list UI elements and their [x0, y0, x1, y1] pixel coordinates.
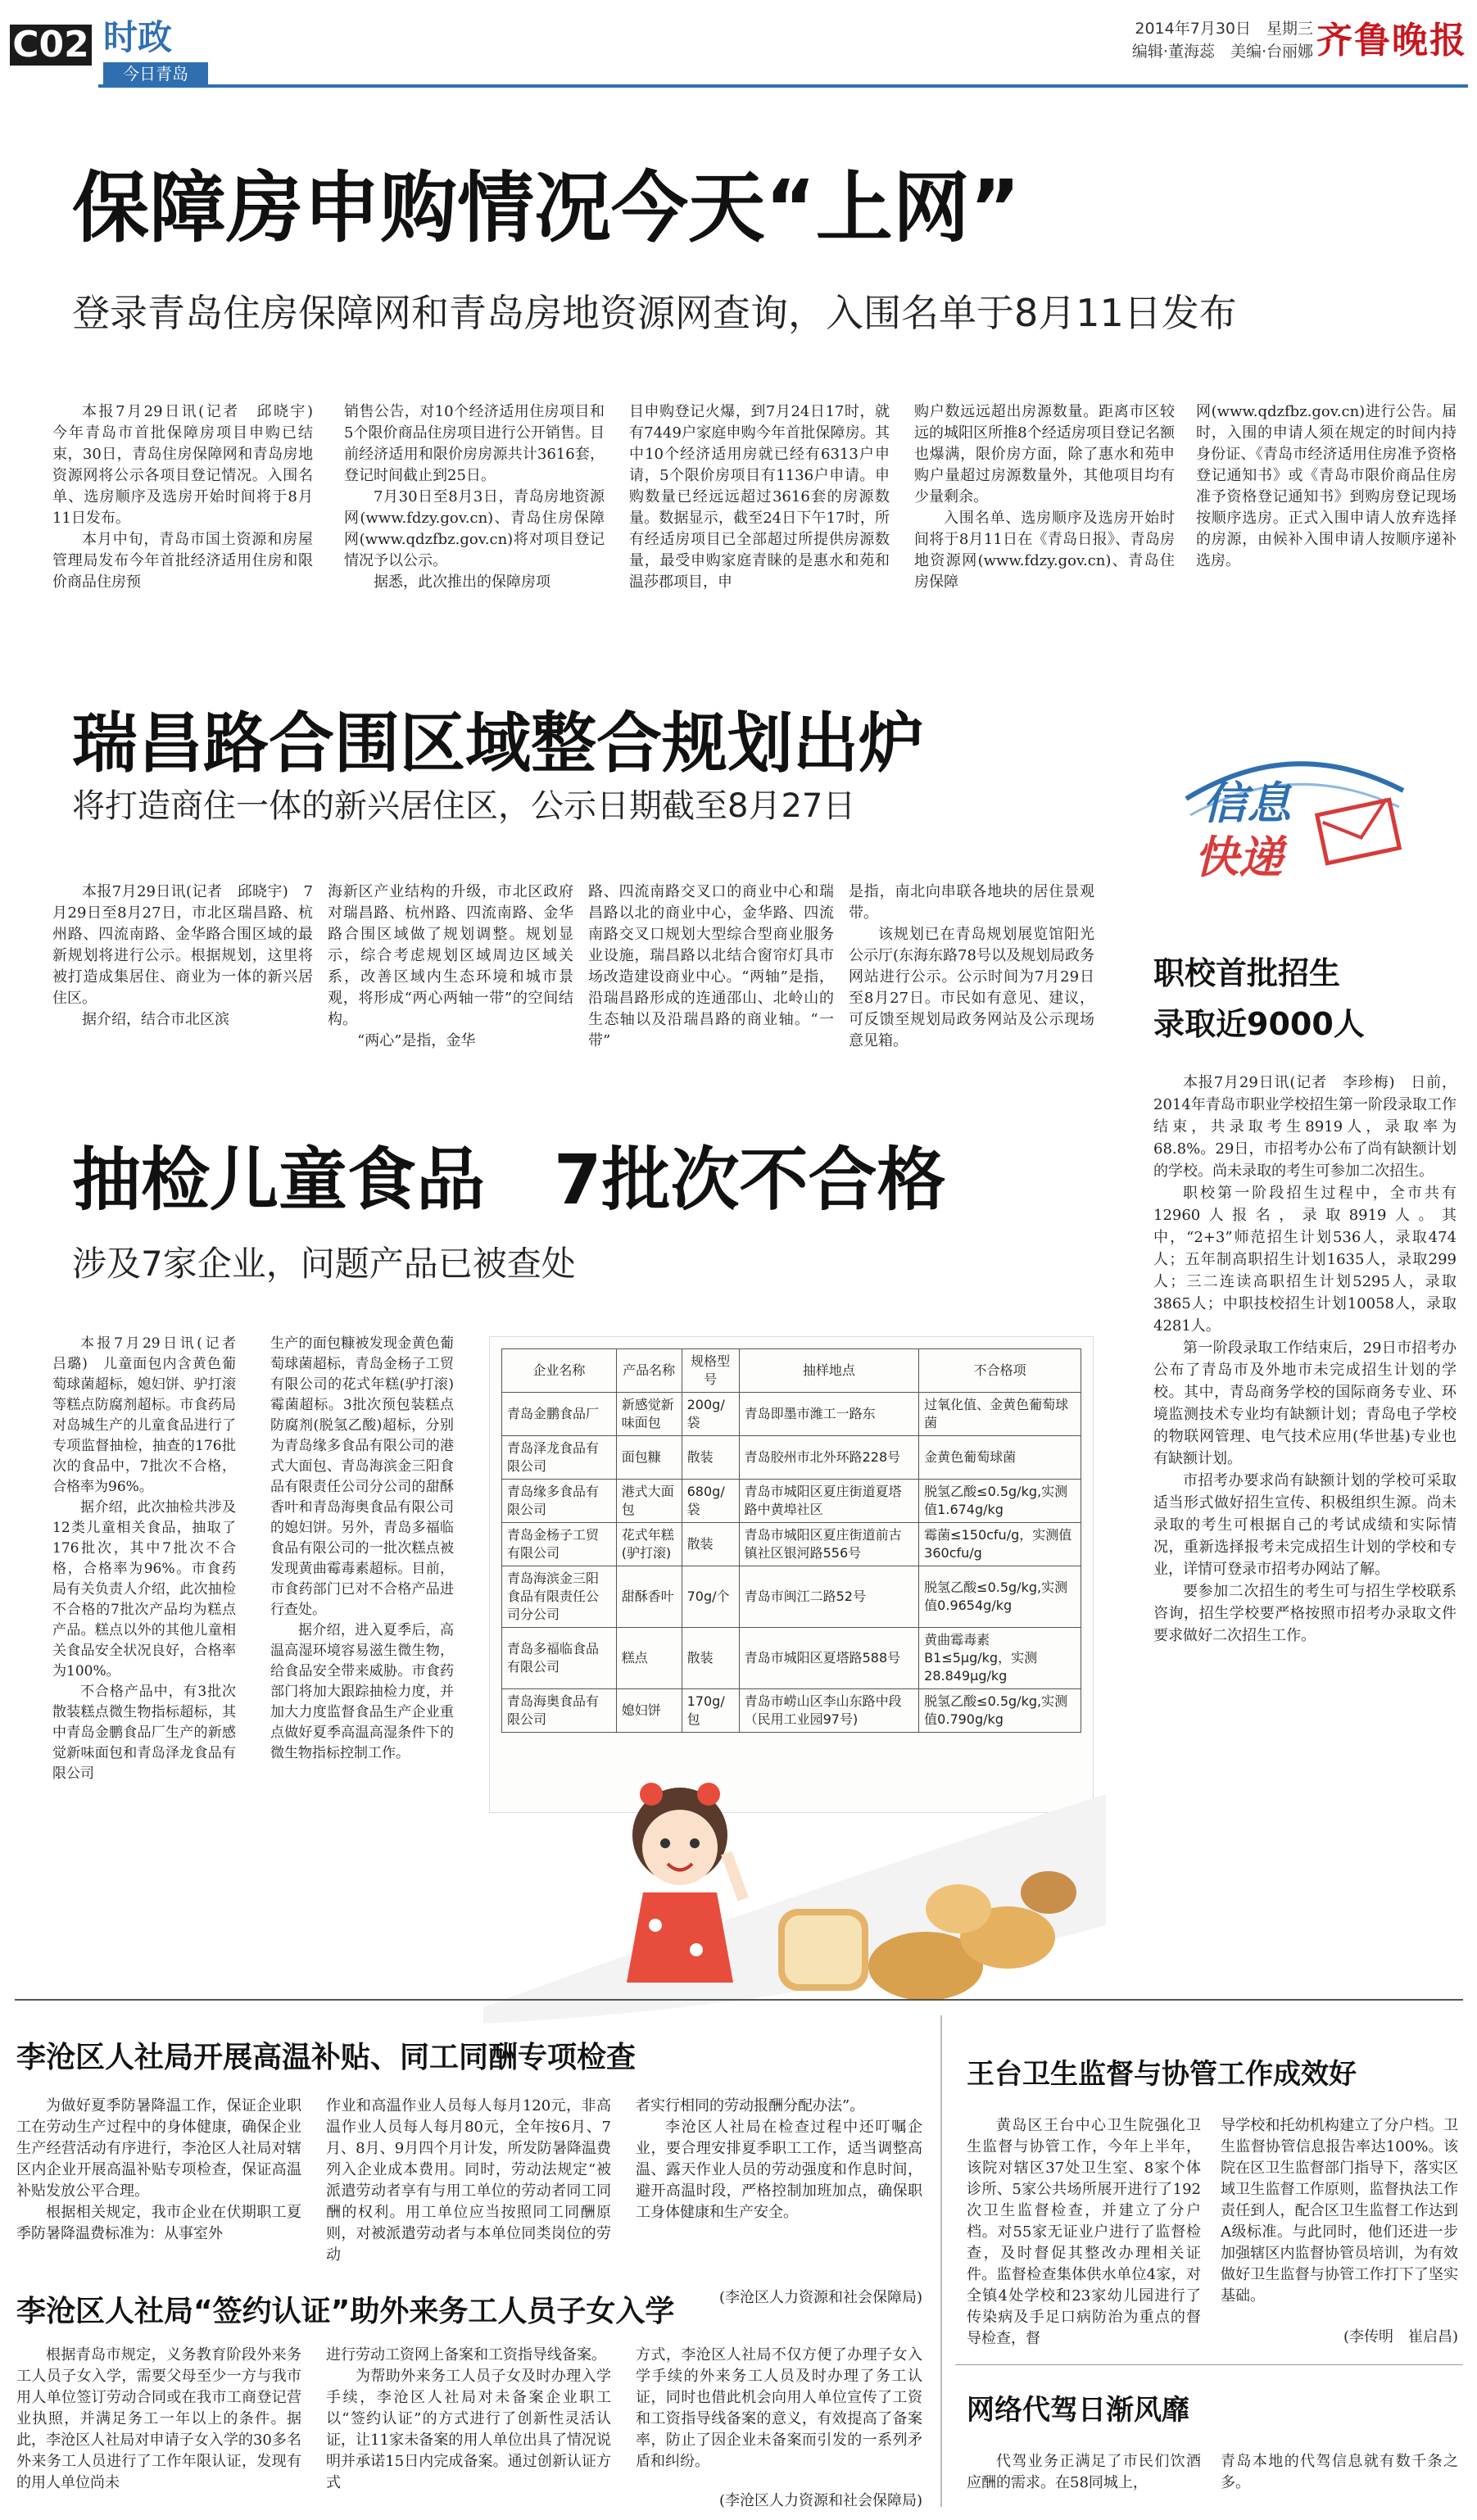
- table-row: 青岛金杨子工贸有限公司 花式年糕(驴打滚) 散装 青岛市城阳区夏庄街道前古镇社区银河路556号 霉菌≤150cfu/g，实测值360cfu/g: [502, 1523, 1081, 1566]
- article2-col2-p2: “两心”是指，金华: [357, 1032, 476, 1049]
- table-header: 不合格项: [919, 1349, 1081, 1393]
- article2-col1: [52, 882, 313, 1031]
- sidebar-body: [1153, 1072, 1457, 1647]
- article2-col2-p1: 海新区产业结构的升级，市北区政府对瑞昌路、杭州路、四流南路、金华路合围区域做了规划调整。规划显示，综合考虑规划区域周边区域关系，改善区域内生态环境和城市景观，将形成“两心两轴一带”的空间结构。: [328, 883, 573, 1028]
- article4-title: 李沧区人社局开展高温补贴、同工同酬专项检查: [16, 2041, 637, 2074]
- section-divider: [15, 1999, 1463, 2001]
- date-line: 2014年7月30日 星期三: [1135, 20, 1313, 38]
- article2-subtitle: 将打造商住一体的新兴居住区，公示日期截至8月27日: [72, 787, 856, 825]
- table-header: 企业名称: [502, 1349, 617, 1393]
- article6-col2: [1221, 2115, 1458, 2307]
- article3-col1-p2: 据介绍，此次抽检共涉及12类儿童相关食品，抽取了176批次，其中7批次不合格，合格率为96%。市食药局有关负责人介绍，此次抽检不合格的7批次产品均为糕点产品。糕点以外的其他儿童相关食品安全状况良好，合格率为100%。: [52, 1499, 236, 1679]
- article4-col1-p1: 为做好夏季防暑降温工作，保证企业职工在劳动生产过程中的身体健康，确保企业生产经营活动有序进行，李沧区人社局对辖区内企业开展高温补贴专项检查，保证高温补贴发放公平合理。: [16, 2097, 301, 2200]
- article1-col4-p2: 入围名单、选房顺序及选房开始时间将于8月11日在《青岛日报》、青岛房地资源网(www.fdzy.gov.cn)、青岛住房保障: [914, 510, 1175, 591]
- news-flash-badge: [1170, 741, 1416, 905]
- article2-col4-p1: 是指，南北向串联各地块的居住景观带。: [849, 883, 1094, 922]
- article4-col1: [16, 2096, 301, 2245]
- column-divider: [940, 2015, 942, 2507]
- article5-source: (李沧区人力资源和社会保障局): [718, 2492, 922, 2509]
- article1-title: 保障房申购情况今天“上网”: [72, 164, 1021, 253]
- sidebar-p3: 第一阶段录取工作结束后，29日市招考办公布了青岛市及外地市未完成招生计划的学校。其中，青岛商务学校的国际商务专业、环境监测技术专业均有缺额计划；青岛电子学校的物联网管理、电气技术应用(华世基)专业也有缺额计划。: [1153, 1339, 1457, 1467]
- article6-col1: [967, 2115, 1201, 2350]
- inspection-table: [501, 1348, 1081, 1733]
- subsection-tag: 今日青岛: [103, 62, 208, 85]
- editors-line: 编辑·董海蕊 美编·台丽娜: [1131, 43, 1313, 61]
- table-row: 青岛海滨金三阳食品有限责任公司分公司 甜酥香叶 70g/个 青岛市闽江二路52号 脱氢乙酸≤0.5g/kg,实测值0.9654g/kg: [502, 1566, 1081, 1628]
- sidebar-title-2: 录取近9000人: [1153, 1006, 1365, 1042]
- paper-name-logo: 齐鲁晚报: [1316, 20, 1467, 61]
- article4-col3-p1: 者实行相同的劳动报酬分配办法”。: [636, 2097, 865, 2114]
- article5-title: 李沧区人社局“签约认证”助外来务工人员子女入学: [16, 2295, 675, 2328]
- article4-source: (李沧区人力资源和社会保障局): [718, 2289, 922, 2306]
- sidebar-p1: 本报7月29日讯(记者 李珍梅) 日前，2014年青岛市职业学校招生第一阶段录取工作结束，共录取考生8919人，录取率为68.8%。29日，市招考办公布了尚有缺额计划的学校。尚未录取的考生可参加二次招生。: [1153, 1074, 1457, 1180]
- article5-col2-p2: 为帮助外来务工人员子女及时办理入学手续，李沧区人社局对未备案企业职工以“签约认证”的方式进行了创新性灵活认证，让11家未备案的用人单位出具了情况说明并承诺15日内完成备案。通过创新认证方式: [326, 2368, 611, 2491]
- article5-col3: [636, 2345, 922, 2472]
- article4-col2: [326, 2096, 611, 2266]
- article2-title: 瑞昌路合围区域整合规划出炉: [72, 705, 924, 782]
- article4-col3: [636, 2096, 922, 2223]
- article2-col1-p1: 本报7月29日讯(记者 邱晓宇) 7月29日至8月27日，市北区瑞昌路、杭州路、四流南路、金华路合围区域的最新规划将进行公示。根据规划，这里将被打造成集居住、商业为一体的新兴居住区。: [52, 883, 313, 1007]
- sidebar-p2: 职校第一阶段招生过程中，全市共有12960人报名，录取8919人。其中，“2+3”师范招生计划536人，录取474人；五年制高职招生计划1635人，录取299人；三二连读高职招生计划5295人，录取3865人；中职技校招生计划10058人，录取4281人。: [1153, 1185, 1457, 1335]
- page-number: C02: [10, 25, 92, 66]
- article7-title: 网络代驾日渐风靡: [967, 2394, 1189, 2427]
- article1-col4: [914, 401, 1175, 593]
- article5-col1-p1: 根据青岛市规定，义务教育阶段外来务工人员子女入学，需要父母至少一方与我市用人单位签订劳动合同或在我市工商登记营业执照，并满足务工一年以上的条件。据此，李沧区人社局对申请子女入学的30多名外来务工人员进行了工作年限认证，发现有的用人单位尚未: [16, 2346, 301, 2491]
- article1-col3-p1: 目申购登记火爆，到7月24日17时，就有7449户家庭申购今年首批保障房。其中10个经济适用房就已经有6313户申请，5个限价房项目有1136户申请。申购数量已经远远超过3616套的房源数量。数据显示，截至24日下午17时，所有经适房项目已全部超过所提供房源数量，最受申购家庭青睐的是惠水和苑和温莎郡项目，申: [629, 403, 890, 591]
- article5-col2: [326, 2345, 611, 2494]
- article1-col2-p1: 销售公告，对10个经济适用住房项目和5个限价商品住房项目进行公开销售。目前经济适用和限价房房源共计3616套，登记时间截止到25日。: [344, 403, 605, 484]
- table-row: 青岛缘多食品有限公司 港式大面包 680g/袋 青岛市城阳区夏庄街道夏塔路中黄埠社区 脱氢乙酸≤0.5g/kg,实测值1.674g/kg: [502, 1480, 1081, 1523]
- article1-col1-p1: 本报7月29日讯(记者 邱晓宇) 今年青岛市首批保障房项目申购已结束，30日，青岛住房保障网和青岛房地资源网将公示各项目登记情况。入围名单、选房顺序及选房开始时间将于8月11日发布。: [52, 403, 328, 527]
- section-title: 时政: [103, 17, 173, 57]
- article2-col4: [849, 882, 1094, 1052]
- article6-source: (李传明 崔启昌): [1343, 2328, 1458, 2346]
- article1-col2-p2: 7月30日至8月3日，青岛房地资源网(www.fdzy.gov.cn)、青岛住房保障网(www.qdzfbz.gov.cn)将对项目登记情况予以公示。: [344, 488, 605, 569]
- table-row: 青岛金鹏食品厂 新感觉新味面包 200g/袋 青岛即墨市潍工一路东 过氧化值、金黄色葡萄球菌: [502, 1393, 1081, 1436]
- badge-line2: 快递: [1194, 832, 1283, 883]
- article2-col3-p1: 路、四流南路交叉口的商业中心和瑞昌路以北的商业中心，金华路、四流南路交叉口规划大型综合型商业服务业设施，瑞昌路以北结合窗帘灯具市场改造建设商业中心。“两轴”是指，沿瑞昌路形成的连通邵山、北岭山的生态轴以及沿瑞昌路的商业轴。“一带”: [588, 883, 834, 1049]
- article5-col2-p1: 进行劳动工资网上备案和工资指导线备案。: [326, 2346, 606, 2364]
- article7-rule: [955, 2364, 1463, 2365]
- article1-col5: [1196, 401, 1457, 572]
- article1-subtitle: 登录青岛住房保障网和青岛房地资源网查询，入围名单于8月11日发布: [72, 291, 1237, 335]
- article2-col3: [588, 882, 834, 1052]
- table-row: 青岛海奥食品有限公司 媳妇饼 170g/包 青岛市崂山区李山东路中段（民用工业园97号) 脱氢乙酸≤0.5g/kg,实测值0.790g/kg: [502, 1689, 1081, 1733]
- article1-col1: [52, 401, 328, 593]
- article4-col2-p1: 作业和高温作业人员每人每月120元，非高温作业人员每人每月80元，全年按6月、7月、8月、9月四个月计发，所发防暑降温费列入企业成本费用。同时，劳动法规定“被派遣劳动者享有与用工单位的劳动者同工同酬的权利。用工单位应当按照同工同酬原则，对被派遣劳动者与本单位同类岗位的劳动: [326, 2097, 611, 2264]
- article3-subtitle: 涉及7家企业，问题产品已被查处: [72, 1244, 576, 1284]
- article7-col1-p1: 代驾业务正满足了市民们饮酒应酬的需求。在58同城上，: [967, 2453, 1201, 2491]
- badge-line1: 信息: [1203, 777, 1291, 829]
- article4-col3-p2: 李沧区人社局在检查过程中还叮嘱企业，要合理安排夏季职工工作，适当调整高温、露天作业人员的劳动强度和作息时间，避开高温时段，严格控制加班加点，确保职工身体健康和生产安全。: [636, 2119, 922, 2221]
- article3-col2: [270, 1334, 454, 1764]
- table-row: 青岛泽龙食品有限公司 面包糠 散装 青岛胶州市北外环路228号 金黄色葡萄球菌: [502, 1436, 1081, 1480]
- article5-col1: [16, 2345, 301, 2494]
- article1-col1-p2: 本月中旬，青岛市国土资源和房屋管理局发布今年首批经济适用住房和限价商品住房预: [52, 531, 313, 591]
- article2-col2: [328, 882, 573, 1052]
- article1-col5-p1: 网(www.qdzfbz.gov.cn)进行公告。届时，入围的申请人须在规定的时间内持身份证、《青岛市经济适用住房准予资格登记通知书》或《青岛市限价商品住房准予资格登记通知书》到购房登记现场按顺序选房。正式入围申请人放弃选择的房源，由候补入围申请人按顺序递补选房。: [1196, 403, 1457, 569]
- article3-col1-p1: 本报7月29日讯(记者 吕璐) 儿童面包内含黄色葡萄球菌超标，媳妇饼、驴打滚等糕点防腐剂超标。市食药局对岛城生产的儿童食品进行了专项监督抽检，抽查的176批次的食品中，7批次不合格，合格率为96%。: [52, 1335, 250, 1495]
- table-row: 青岛多福临食品有限公司 糕点 散装 青岛市城阳区夏塔路588号 黄曲霉毒素B1≤5μg/kg，实测28.849μg/kg: [502, 1628, 1081, 1689]
- article7-col2: [1221, 2451, 1458, 2494]
- article3-col2-p2: 据介绍，进入夏季后，高温高湿环境容易滋生微生物，给食品安全带来威胁。市食药部门将加大跟踪抽检力度，并加大力度监督食品生产企业重点做好夏季高温高湿条件下的微生物指标控制工作。: [270, 1622, 454, 1761]
- sidebar-p5: 要参加二次招生的考生可与招生学校联系咨询，招生学校要严格按照市招考办录取文件要求做好二次招生工作。: [1153, 1583, 1457, 1644]
- article6-col1-p1: 黄岛区王台中心卫生院强化卫生监督与协管工作，今年上半年，该院对辖区37处卫生室、8家个体诊所、5家公共场所展开进行了192次卫生监督检查，并建立了分户档。对55家无证业户进行了监督检查，及时督促其整改办理相关证件。监督检查集体供水单位4家，对全镇4处学校和23家幼儿园进行了传染病及手足口病防治为重点的督导检查，督: [967, 2117, 1201, 2347]
- table-header: 抽样地点: [739, 1349, 919, 1393]
- article4-col1-p2: 根据相关规定，我市企业在伏期职工夏季防暑降温费标准为：从事室外: [16, 2204, 301, 2242]
- article1-col3: [629, 401, 890, 593]
- article3-col1-p3: 不合格产品中，有3批次散装糕点微生物指标超标，其中青岛金鹏食品厂生产的新感觉新味面包和青岛泽龙食品有限公司: [52, 1684, 236, 1782]
- article2-col4-p2: 该规划已在青岛规划展览馆阳光公示厅(东海东路78号以及规划局政务网站进行公示。公示时间为7月29日至8月27日。市民如有意见、建议，可反馈至规划局政务网站及公示现场意见箱。: [849, 926, 1094, 1049]
- article7-col1: [967, 2451, 1201, 2494]
- table-header: 规格型号: [682, 1349, 739, 1393]
- table-header-row: [502, 1349, 1081, 1393]
- article3-title: 抽检儿童食品 7批次不合格: [72, 1140, 946, 1220]
- sidebar-p4: 市招考办要求尚有缺额计划的学校可采取适当形式做好招生宣传、积极组织生源。尚未录取的考生可根据自己的考试成绩和实际情况，重新选择报考未完成招生计划的学校和专业，详情可登录市招考办网站了解。: [1153, 1472, 1457, 1578]
- table-header: 产品名称: [616, 1349, 682, 1393]
- article2-col1-p2: 据介绍，结合市北区滨: [82, 1011, 229, 1028]
- article7-col2-p1: 青岛本地的代驾信息就有数千条之多。: [1221, 2453, 1458, 2491]
- article6-title: 王台卫生监督与协管工作成效好: [967, 2058, 1357, 2091]
- article5-col3-p1: 方式，李沧区人社局不仅方便了办理子女入学手续的外来务工人员及时办理了务工认证，同时也借此机会向用人单位宣传了工资和工资指导线备案的意义，有效提高了备案率，防止了因企业未备案而引发的一系列矛盾和纠纷。: [636, 2346, 922, 2470]
- article1-col2: [344, 401, 605, 593]
- article3-col2-p1: 生产的面包糠被发现金黄色葡萄球菌超标，青岛金杨子工贸有限公司的花式年糕(驴打滚)霉菌超标。3批次预包装糕点防腐剂(脱氢乙酸)超标，分别为青岛缘多食品有限公司的港式大面包、青岛海滨金三阳食品有限责任公司分公司的甜酥香叶和青岛海奥食品有限公司的媳妇饼。另外，青岛多福临食品有限公司的一批次糕点被发现黄曲霉毒素超标。目前，市食药部门已对不合格产品进行查处。: [270, 1335, 454, 1618]
- sidebar-title-1: 职校首批招生: [1153, 955, 1341, 991]
- inspection-table-card: [490, 1337, 1093, 1812]
- masthead-rule: [98, 84, 1468, 88]
- children-food-illustration: [483, 1761, 1106, 2024]
- article1-col4-p1: 购户数远远超出房源数量。距离市区较远的城阳区所推8个经适房项目登记名额也爆满，限价房方面，除了惠水和苑申购户量超过房源数量外，其他项目均有少量剩余。: [914, 403, 1175, 505]
- article3-col1: [52, 1334, 250, 1784]
- article6-col2-p1: 导学校和托幼机构建立了分户档。卫生监督协管信息报告率达100%。该院在区卫生监督部门指导下，落实区域卫生监督工作原则，监督执法工作责任到人，配合区卫生监督工作达到A级标准。与此同时，他们还进一步加强辖区内监督协管员培训，为有效做好卫生监督与协管工作打下了坚实基础。: [1221, 2117, 1458, 2305]
- article1-col2-p3: 据悉，此次推出的保障房项: [374, 573, 550, 591]
